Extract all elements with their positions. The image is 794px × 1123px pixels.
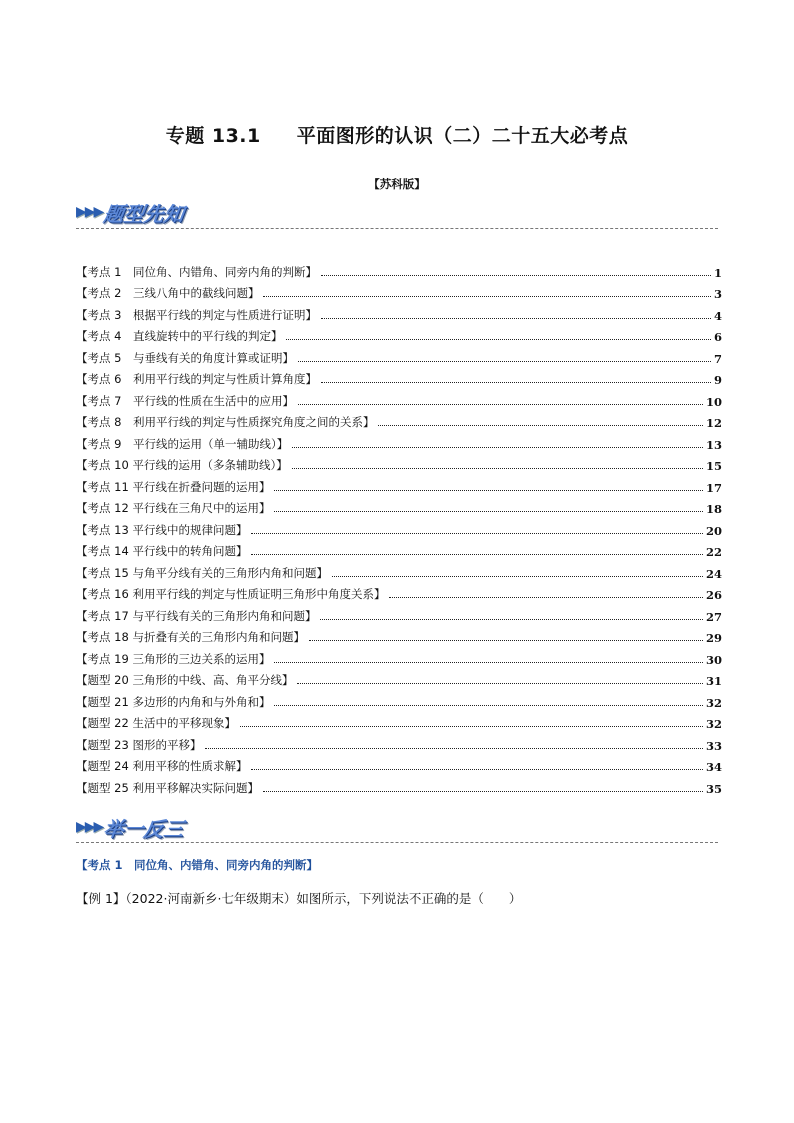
- toc-leader-dots: [274, 511, 703, 512]
- toc-leader-dots: [205, 748, 703, 749]
- toc-page-number: 15: [705, 459, 722, 473]
- toc-leader-dots: [309, 640, 703, 641]
- toc-entry[interactable]: [76, 516, 722, 538]
- toc-leader-dots: [251, 769, 703, 770]
- toc-entry-label: 【考点 8 利用平行线的判定与性质探究角度之间的关系】: [76, 415, 375, 429]
- toc-page-number: 1: [713, 265, 722, 280]
- banner-title: 题型先知: [102, 201, 186, 226]
- toc-entry-label: 【考点 9 平行线的运用（单一辅助线）】: [76, 436, 289, 451]
- toc-entry[interactable]: [76, 409, 722, 431]
- toc-leader-dots: [389, 597, 703, 598]
- toc-entry-label: 【考点 1 同位角、内错角、同旁内角的判断】: [76, 264, 317, 279]
- toc-entry-label: 【考点 18 与折叠有关的三角形内角和问题】: [76, 630, 305, 644]
- toc-entry[interactable]: [76, 344, 722, 366]
- toc-entry[interactable]: [76, 688, 722, 710]
- toc-leader-dots: [286, 339, 711, 340]
- toc-page-number: 32: [705, 717, 722, 731]
- divider: [76, 228, 718, 229]
- toc-entry[interactable]: [76, 624, 722, 646]
- section-heading: 【考点 1 同位角、内错角、同旁内角的判断】: [76, 858, 319, 872]
- toc-entry[interactable]: [76, 559, 722, 581]
- toc-entry-label: 【考点 13 平行线中的规律问题】: [76, 522, 248, 537]
- triple-arrow-icon: ▶▶▶: [76, 204, 103, 220]
- toc-entry[interactable]: [76, 753, 722, 775]
- toc-entry-label: 【题型 24 利用平移的性质求解】: [76, 759, 248, 773]
- toc-leader-dots: [321, 275, 711, 276]
- toc-page-number: 31: [705, 674, 722, 688]
- toc-entry[interactable]: [76, 581, 722, 603]
- toc-entry[interactable]: [76, 473, 722, 495]
- toc-entry[interactable]: [76, 323, 722, 345]
- toc-entry-label: 【考点 19 三角形的三边关系的运用】: [76, 651, 271, 666]
- toc-page-number: 6: [713, 330, 722, 344]
- toc-entry[interactable]: [76, 387, 722, 409]
- toc-page-number: 9: [713, 373, 722, 387]
- title-text: 平面图形的认识（二）二十五大必考点: [296, 125, 629, 147]
- toc-entry[interactable]: [76, 495, 722, 517]
- toc-entry-label: 【考点 2 三线八角中的截线问题】: [76, 286, 260, 300]
- toc-entry-label: 【考点 6 利用平行线的判定与性质计算角度】: [76, 372, 317, 386]
- toc-page-number: 20: [705, 523, 722, 538]
- toc-leader-dots: [321, 318, 711, 319]
- toc-leader-dots: [251, 554, 703, 555]
- toc-entry-label: 【题型 20 三角形的中线、高、角平分线】: [76, 673, 294, 687]
- toc-leader-dots: [263, 791, 703, 792]
- toc-leader-dots: [297, 683, 703, 684]
- toc-entry-label: 【题型 25 利用平移解决实际问题】: [76, 780, 259, 795]
- toc-entry-label: 【考点 3 根据平行线的判定与性质进行证明】: [76, 307, 317, 322]
- toc-page-number: 29: [705, 631, 722, 645]
- toc-entry[interactable]: [76, 538, 722, 560]
- toc-page-number: 24: [705, 566, 722, 581]
- toc-entry-label: 【考点 7 平行线的性质在生活中的应用】: [76, 393, 294, 408]
- toc-page-number: 34: [705, 760, 722, 774]
- toc-entry[interactable]: [76, 258, 722, 280]
- toc-entry-label: 【考点 14 平行线中的转角问题】: [76, 544, 248, 558]
- toc-entry[interactable]: [76, 667, 722, 689]
- toc-page-number: 27: [705, 609, 722, 624]
- toc-entry[interactable]: [76, 280, 722, 302]
- toc-leader-dots: [298, 361, 711, 362]
- toc-page-number: 22: [705, 545, 722, 559]
- toc-entry-label: 【考点 5 与垂线有关的角度计算或证明】: [76, 350, 294, 365]
- toc-entry[interactable]: [76, 452, 722, 474]
- toc-entry[interactable]: [76, 366, 722, 388]
- toc-entry[interactable]: [76, 710, 722, 732]
- toc-page-number: 32: [705, 695, 722, 710]
- toc-entry-label: 【考点 11 平行线在折叠问题的运用】: [76, 479, 271, 494]
- toc-page-number: 17: [705, 480, 722, 495]
- edition-label: 【苏科版】: [368, 177, 426, 191]
- triple-arrow-icon: ▶▶▶: [76, 819, 103, 835]
- document-title: [0, 121, 794, 148]
- toc-entry[interactable]: [76, 731, 722, 753]
- toc-entry-label: 【考点 15 与角平分线有关的三角形内角和问题】: [76, 565, 328, 580]
- toc-entry-label: 【考点 17 与平行线有关的三角形内角和问题】: [76, 608, 317, 623]
- toc-leader-dots: [292, 447, 703, 448]
- title-number: 专题 13.1: [165, 125, 261, 147]
- toc-leader-dots: [320, 619, 703, 620]
- toc-page-number: 4: [713, 308, 722, 323]
- toc-page-number: 7: [713, 351, 722, 366]
- toc-leader-dots: [263, 296, 711, 297]
- example-question: 【例 1】（2022·河南新乡·七年级期末）如图所示，下列说法不正确的是（ ）: [76, 891, 522, 906]
- divider: [76, 842, 718, 843]
- toc-entry-label: 【考点 4 直线旋转中的平行线的判定】: [76, 329, 283, 343]
- toc-entry-label: 【题型 21 多边形的内角和与外角和】: [76, 694, 271, 709]
- toc-entry-label: 【考点 16 利用平行线的判定与性质证明三角形中角度关系】: [76, 587, 386, 601]
- toc-page-number: 18: [705, 502, 722, 516]
- toc-entry-label: 【考点 10 平行线的运用（多条辅助线）】: [76, 458, 288, 472]
- toc-leader-dots: [298, 404, 703, 405]
- toc-page-number: 3: [713, 287, 722, 301]
- toc-page-number: 13: [705, 437, 722, 452]
- toc-leader-dots: [332, 576, 703, 577]
- banner-title: 举一反三: [102, 816, 186, 841]
- toc-leader-dots: [378, 425, 703, 426]
- toc-entry-label: 【题型 22 生活中的平移现象】: [76, 716, 236, 730]
- toc-page-number: 10: [705, 394, 722, 409]
- toc-page-number: 30: [705, 652, 722, 667]
- toc-page-number: 35: [705, 781, 722, 796]
- toc-entry-label: 【题型 23 图形的平移】: [76, 737, 202, 752]
- toc-entry[interactable]: [76, 602, 722, 624]
- toc-leader-dots: [321, 382, 711, 383]
- toc-page-number: 12: [705, 416, 722, 430]
- toc-entry[interactable]: [76, 301, 722, 323]
- toc-leader-dots: [240, 726, 703, 727]
- toc-entry[interactable]: [76, 430, 722, 452]
- toc-leader-dots: [274, 490, 703, 491]
- toc-entry-label: 【考点 12 平行线在三角尺中的运用】: [76, 501, 271, 515]
- toc-page-number: 33: [705, 738, 722, 753]
- toc-leader-dots: [274, 705, 703, 706]
- toc-entry[interactable]: [76, 645, 722, 667]
- table-of-contents: [76, 258, 722, 796]
- banner-question-types: [76, 199, 184, 225]
- toc-leader-dots: [274, 662, 703, 663]
- toc-leader-dots: [251, 533, 703, 534]
- toc-page-number: 26: [705, 588, 722, 602]
- banner-examples: [76, 814, 184, 840]
- toc-entry[interactable]: [76, 774, 722, 796]
- toc-leader-dots: [292, 468, 703, 469]
